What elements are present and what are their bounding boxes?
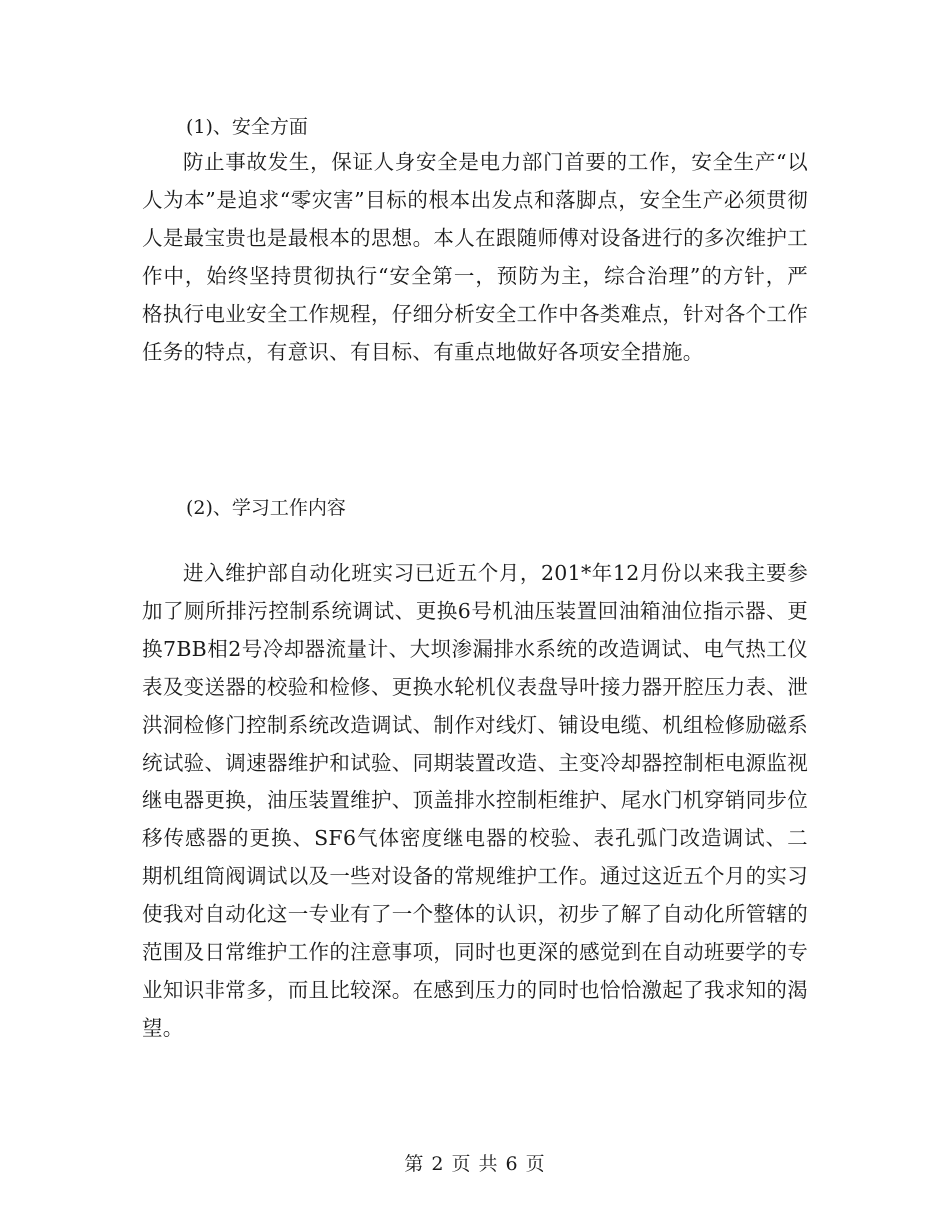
section-heading-safety: (1)、安全方面 xyxy=(186,116,308,138)
section-paragraph-safety: 防止事故发生，保证人身安全是电力部门首要的工作，安全生产“以人为本”是追求“零灾害”目标的根本出发点和落脚点，安全生产必须贯彻人是最宝贵也是最根本的思想。本人在跟随师傅对设备进行的多次维护工作中，始终坚持贯彻执行“安全第一，预防为主，综合治理”的方针，严格执行电业安全工作规程，仔细分析安全工作中各类难点，针对各个工作任务的特点，有意识、有目标、有重点地做好各项安全措施。 xyxy=(142,150,808,364)
section-paragraph-work-content: 进入维护部自动化班实习已近五个月，201*年12月份以来我主要参加了厕所排污控制系统调试、更换6号机油压装置回油箱油位指示器、更换7BB相2号冷却器流量计、大坝渗漏排水系统的改造调试、电气热工仪表及变送器的校验和检修、更换水轮机仪表盘导叶接力器开腔压力表、泄洪洞检修门控制系统改造调试、制作对线灯、铺设电缆、机组检修励磁系统试验、调速器维护和试验、同期装置改造、主变冷却器控制柜电源监视继电器更换，油压装置维护、顶盖排水控制柜维护、尾水门机穿销同步位移传感器的更换、SF6气体密度继电器的校验、表孔弧门改造调试、二期机组筒阀调试以及一些对设备的常规维护工作。通过这近五个月的实习使我对自动化这一专业有了一个整体的认识，初步了解了自动化所管辖的范围及日常维护工作的注意事项，同时也更深的感觉到在自动班要学的专业知识非常多，而且比较深。在感到压力的同时也恰恰激起了我求知的渴望。 xyxy=(142,561,808,1040)
section-heading-work-content: (2)、学习工作内容 xyxy=(186,497,346,519)
page-number-footer: 第 2 页 共 6 页 xyxy=(404,1153,546,1175)
